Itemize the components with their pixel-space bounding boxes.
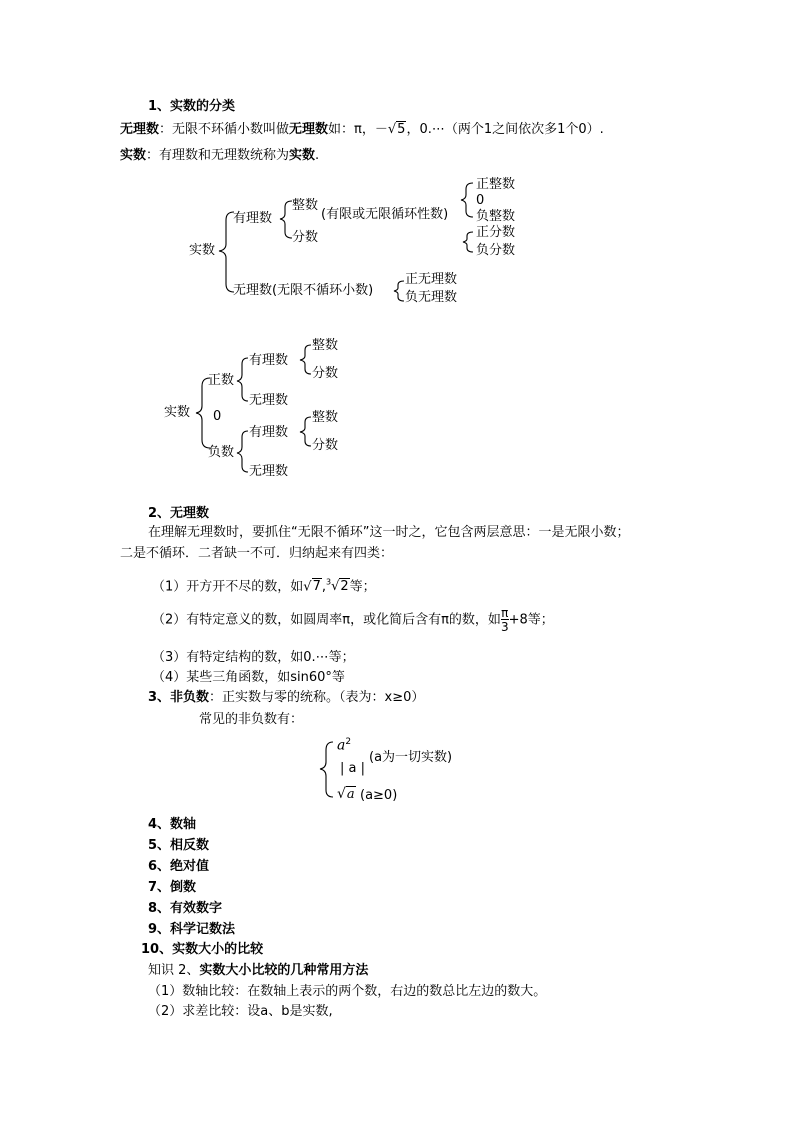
t1-pos-int: 正整数 (476, 177, 516, 192)
s2-item-3: （3）有特定结构的数，如0.⋯等； (152, 650, 355, 665)
real-def-text-a: ：有理数和无理数统称为 (146, 148, 290, 163)
t1-pos-frac: 正分数 (476, 225, 516, 240)
t1-zero: 0 (476, 193, 485, 208)
cbrt-index: 3 (326, 578, 332, 587)
cbrt-2-radicand: 2 (340, 579, 349, 595)
topic-number-line: 4、数轴 (148, 817, 197, 832)
brace-n-rational-t2 (300, 417, 311, 446)
cbrt-2: $^3$√2 (326, 578, 349, 595)
t1-integer: 整数 (292, 198, 319, 213)
t2-p-integer: 整数 (312, 338, 339, 353)
s2-para-line1: 在理解无理数时，要抓住“无限不循环”这一时之，它包含两层意思：一是无限小数； (148, 525, 630, 540)
term-irrational: 无理数 (120, 122, 160, 137)
t2-root-real: 实数 (164, 405, 191, 420)
s2-item-1 (152, 578, 376, 595)
irrational-definition (120, 122, 604, 138)
t1-rational: 有理数 (233, 211, 273, 226)
s2-item1-text-b: 等； (349, 579, 376, 595)
k2-title-prefix: 知识 2、 (148, 963, 200, 978)
section-1-heading: 1、实数的分类 (148, 99, 236, 114)
brace-negative-t2 (237, 431, 248, 472)
sqrt-7-radicand: 7 (312, 579, 321, 595)
brace-nonnegative (320, 742, 333, 797)
irr-def-text-c: ，0.⋯（两个1之间依次多1个0）. (406, 122, 604, 137)
nonneg-sqrt-radicand: a (346, 787, 355, 802)
t1-finite-note: (有限或无限循环性数) (321, 207, 449, 222)
t1-neg-frac: 负分数 (476, 243, 516, 258)
topic-compare: 10、实数大小的比较 (141, 942, 264, 957)
t2-negative: 负数 (208, 445, 235, 460)
topic-reciprocal: 7、倒数 (148, 880, 197, 895)
brace-p-rational-t2 (300, 345, 311, 374)
s2-para-line2: 二是不循环．二者缺一不可．归纳起来有四类： (120, 546, 394, 561)
term-irrational-2: 无理数 (289, 122, 329, 137)
real-def-text-b: . (315, 148, 320, 163)
t2-positive: 正数 (208, 373, 235, 388)
t1-neg-irr: 负无理数 (405, 290, 458, 305)
topic-absolute-value: 6、绝对值 (148, 859, 210, 874)
brace-rational-t1 (280, 201, 292, 238)
s2-item1-sep: , (321, 579, 326, 595)
t2-n-fraction: 分数 (312, 438, 339, 453)
irr-def-text-b: 如：π，－ (328, 122, 388, 137)
fraction-denominator: 3 (500, 620, 509, 634)
nonneg-abs: | a | (340, 761, 365, 776)
nonneg-sqrt-note: (a≥0) (360, 788, 398, 803)
irr-def-text-a: ：无限不环循小数叫做 (159, 122, 290, 137)
brace-irrational-t1 (394, 281, 404, 301)
brace-real-t1 (219, 212, 234, 292)
nonneg-abs-note: (a为一切实数) (369, 750, 453, 765)
t1-pos-irr: 正无理数 (405, 272, 458, 287)
t2-p-irrational: 无理数 (249, 393, 289, 408)
real-definition (120, 148, 319, 164)
term-real-2: 实数 (289, 148, 316, 163)
sqrt-5: √5 (387, 122, 406, 137)
s2-item1-text-a: （1）开方开不尽的数，如 (152, 579, 304, 595)
t2-n-rational: 有理数 (249, 425, 289, 440)
k2-title-main: 实数大小比较的几种常用方法 (199, 963, 369, 978)
k2-method-2: （2）求差比较：设a、b是实数, (148, 1004, 333, 1019)
s2-item-4: （4）某些三角函数，如sin60°等 (152, 670, 345, 685)
nonneg-square (337, 737, 351, 754)
fraction-numerator: π (501, 606, 509, 620)
s2-item2-text-a: （2）有特定意义的数，如圆周率π，或化简后含有π的数，如 (152, 612, 501, 628)
t1-neg-int: 负整数 (476, 209, 516, 224)
s3-definition: ：正实数与零的统称。（表为：x≥0） (209, 690, 425, 705)
topic-significant-figures: 8、有效数字 (148, 901, 223, 916)
s2-item2-text-b: +8等； (508, 612, 554, 628)
topic-scientific-notation: 9、科学记数法 (148, 922, 236, 937)
topic-opposite: 5、相反数 (148, 838, 210, 853)
section-2-heading: 2、无理数 (148, 506, 210, 521)
t1-irrational: 无理数(无限不循环小数) (233, 283, 374, 298)
section-3-heading: 3、非负数 (148, 690, 210, 705)
brace-positive-t2 (237, 358, 248, 401)
t2-p-rational: 有理数 (249, 353, 289, 368)
t2-n-irrational: 无理数 (249, 464, 289, 479)
section-3-line (148, 690, 424, 706)
square-base: a (337, 737, 346, 754)
t2-p-fraction: 分数 (312, 366, 339, 381)
k2-method-1: （1）数轴比较：在数轴上表示的两个数，右边的数总比左边的数大。 (148, 984, 547, 999)
t1-fraction: 分数 (292, 230, 319, 245)
nonneg-sqrt: √a (337, 786, 355, 802)
pi-over-3-fraction (501, 607, 509, 633)
k2-title (148, 963, 368, 979)
brace-integer-t1 (461, 183, 473, 217)
s3-common-label: 常见的非负数有： (199, 712, 304, 727)
square-exponent: 2 (345, 737, 352, 747)
sqrt-5-radicand: 5 (397, 122, 406, 137)
brace-fraction-t1 (463, 232, 473, 252)
term-real: 实数 (120, 148, 147, 163)
t2-zero: 0 (213, 409, 222, 424)
t2-n-integer: 整数 (312, 410, 339, 425)
sqrt-7: √7 (303, 579, 321, 595)
t1-root-real: 实数 (189, 243, 216, 258)
s2-item-2 (152, 607, 554, 633)
